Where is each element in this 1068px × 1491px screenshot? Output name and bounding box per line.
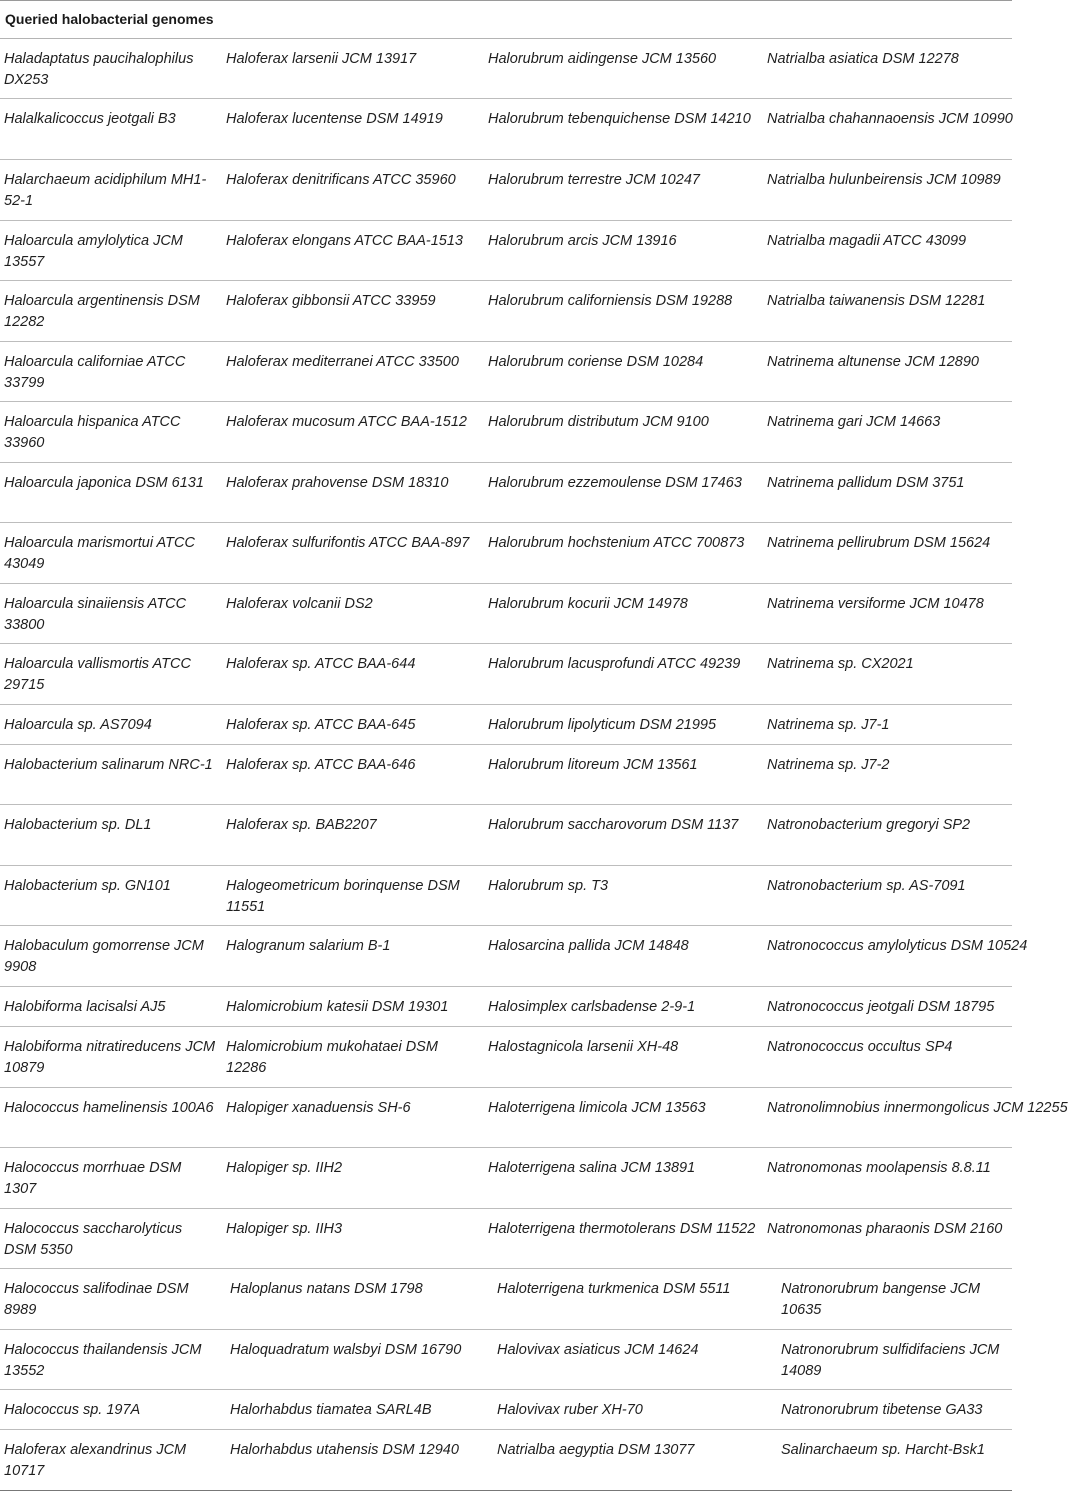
- table-cell: Haloarcula californiae ATCC 33799: [4, 354, 186, 391]
- table-cell: Haloquadratum walsbyi DSM 16790: [230, 1342, 462, 1358]
- table-cell: Halogranum salarium B-1: [226, 938, 391, 954]
- table-cell: Salinarchaeum sp. Harcht-Bsk1: [781, 1442, 985, 1458]
- table-cell: Halorubrum coriense DSM 10284: [488, 354, 704, 370]
- table-row: [0, 987, 1012, 1027]
- table-cell: Natronobacterium sp. AS-7091: [767, 878, 966, 894]
- table-cell: Natrialba chahannaoensis JCM 10990: [767, 111, 1013, 127]
- table-cell: Haloarcula amylolytica JCM 13557: [4, 233, 183, 270]
- table-row: [0, 281, 1012, 342]
- table-cell: Haloferax sp. BAB2207: [226, 817, 377, 833]
- table-cell: Natronorubrum sulfidifaciens JCM 14089: [781, 1342, 1000, 1379]
- table-row: [0, 39, 1012, 99]
- table-cell: Halococcus sp. 197A: [4, 1402, 141, 1418]
- table-cell: Halorubrum ezzemoulense DSM 17463: [488, 475, 742, 491]
- table-cell: Natronomonas moolapensis 8.8.11: [767, 1160, 991, 1176]
- table-row: [0, 926, 1028, 987]
- table-cell: Natrinema altunense JCM 12890: [767, 354, 979, 370]
- table-cell: Halorubrum californiensis DSM 19288: [488, 293, 733, 309]
- table-cell: Haloferax alexandrinus JCM 10717: [4, 1442, 187, 1479]
- table-cell: Halovivax asiaticus JCM 14624: [497, 1342, 699, 1358]
- table-cell: Halorubrum tebenquichense DSM 14210: [488, 111, 751, 127]
- table-cell: Halorubrum lacusprofundi ATCC 49239: [488, 656, 741, 672]
- table-cell: Halorubrum sp. T3: [488, 878, 609, 894]
- table-cell: Halorubrum saccharovorum DSM 1137: [488, 817, 739, 833]
- table-cell: Halobaculum gomorrense JCM 9908: [4, 938, 204, 975]
- table-cell: Halosarcina pallida JCM 14848: [488, 938, 689, 954]
- table-row: [0, 705, 1012, 745]
- table-row: [0, 1088, 1068, 1148]
- table-cell: Natrialba magadii ATCC 43099: [767, 233, 967, 249]
- table-cell: Haloferax sp. ATCC BAA-645: [226, 717, 416, 733]
- table-cell: Haloferax denitrificans ATCC 35960: [226, 172, 456, 188]
- table-row: [0, 644, 1012, 705]
- table-cell: Halomicrobium katesii DSM 19301: [226, 999, 449, 1015]
- table-cell: Halopiger xanaduensis SH-6: [226, 1100, 411, 1116]
- table-row: [0, 866, 1012, 926]
- table-top-rule: [0, 0, 1012, 1]
- table-row: [0, 160, 1012, 221]
- table-cell: Haloferax volcanii DS2: [226, 596, 373, 612]
- table-cell: Haloarcula sinaiiensis ATCC 33800: [4, 596, 187, 633]
- table-cell: Haloferax sp. ATCC BAA-644: [226, 656, 416, 672]
- table-cell: Natrialba aegyptia DSM 13077: [497, 1442, 695, 1458]
- table-cell: Haloferax gibbonsii ATCC 33959: [226, 293, 436, 309]
- table-cell: Natrinema sp. CX2021: [767, 656, 914, 672]
- table-cell: Halomicrobium mukohataei DSM 12286: [226, 1039, 438, 1076]
- table-cell: Halorubrum distributum JCM 9100: [488, 414, 709, 430]
- table-cell: Haloterrigena turkmenica DSM 5511: [497, 1281, 731, 1297]
- table-cell: Haloferax prahovense DSM 18310: [226, 475, 449, 491]
- table-cell: Halorubrum aidingense JCM 13560: [488, 51, 717, 67]
- table-cell: Haladaptatus paucihalophilus DX253: [4, 51, 194, 88]
- table-cell: Natrialba asiatica DSM 12278: [767, 51, 959, 67]
- table-row: [0, 1430, 1012, 1491]
- table-cell: Halorubrum terrestre JCM 10247: [488, 172, 700, 188]
- table-cell: Halorubrum lipolyticum DSM 21995: [488, 717, 717, 733]
- table-cell: Natronomonas pharaonis DSM 2160: [767, 1221, 1003, 1237]
- table-cell: Haloferax elongans ATCC BAA-1513: [226, 233, 463, 249]
- table-cell: Haloferax lucentense DSM 14919: [226, 111, 443, 127]
- table-cell: Halovivax ruber XH-70: [497, 1402, 643, 1418]
- table-cell: Natrialba taiwanensis DSM 12281: [767, 293, 986, 309]
- table-cell: Haloarcula sp. AS7094: [4, 717, 152, 733]
- table-row: [0, 99, 1012, 160]
- table-cell: Haloferax mediterranei ATCC 33500: [226, 354, 459, 370]
- table-cell: Natrinema pallidum DSM 3751: [767, 475, 965, 491]
- table-row: [0, 745, 1012, 805]
- table-cell: Halococcus morrhuae DSM 1307: [4, 1160, 182, 1197]
- table-cell: Haloarcula argentinensis DSM 12282: [4, 293, 200, 330]
- table-cell: Halostagnicola larsenii XH-48: [488, 1039, 679, 1055]
- table-row: [0, 1209, 1012, 1269]
- table-cell: Halopiger sp. IIH3: [226, 1221, 343, 1237]
- table-cell: Haloarcula hispanica ATCC 33960: [4, 414, 181, 451]
- table-row: [0, 584, 1012, 644]
- table-cell: Haloferax sulfurifontis ATCC BAA-897: [226, 535, 470, 551]
- table-cell: Halorubrum arcis JCM 13916: [488, 233, 677, 249]
- table-row: [0, 463, 1012, 523]
- table-cell: Halococcus thailandensis JCM 13552: [4, 1342, 202, 1379]
- table-row: [0, 1390, 1012, 1430]
- table-cell: Haloterrigena thermotolerans DSM 11522: [488, 1221, 756, 1237]
- table-cell: Halococcus saccharolyticus DSM 5350: [4, 1221, 183, 1258]
- table-cell: Natrinema gari JCM 14663: [767, 414, 941, 430]
- table-cell: Haloarcula vallismortis ATCC 29715: [4, 656, 191, 693]
- table-cell: Natrinema sp. J7-1: [767, 717, 890, 733]
- table-cell: Haloarcula japonica DSM 6131: [4, 475, 204, 491]
- table-row: [0, 1148, 1012, 1209]
- table-cell: Natronococcus jeotgali DSM 18795: [767, 999, 995, 1015]
- table-cell: Halobiforma lacisalsi AJ5: [4, 999, 166, 1015]
- table-cell: Halogeometricum borinquense DSM 11551: [226, 878, 460, 915]
- table-cell: Natrinema sp. J7-2: [767, 757, 890, 773]
- table-cell: Halococcus hamelinensis 100A6: [4, 1100, 214, 1116]
- table-cell: Halobacterium sp. DL1: [4, 817, 152, 833]
- table-cell: Halorhabdus utahensis DSM 12940: [230, 1442, 459, 1458]
- table-cell: Halarchaeum acidiphilum MH1-52-1: [4, 172, 207, 209]
- table-cell: Haloferax mucosum ATCC BAA-1512: [226, 414, 467, 430]
- table-cell: Natrinema pellirubrum DSM 15624: [767, 535, 991, 551]
- table-row: [0, 1330, 1012, 1390]
- table-row: [0, 221, 1012, 281]
- table-cell: Halobacterium salinarum NRC-1: [4, 757, 213, 773]
- table-cell: Halosimplex carlsbadense 2-9-1: [488, 999, 696, 1015]
- table-cell: Halorubrum kocurii JCM 14978: [488, 596, 688, 612]
- table-cell: Haloterrigena salina JCM 13891: [488, 1160, 696, 1176]
- table-row: [0, 1027, 1012, 1088]
- table-cell: Natronolimnobius innermongolicus JCM 12255: [767, 1100, 1068, 1116]
- table-cell: Haloferax sp. ATCC BAA-646: [226, 757, 416, 773]
- table-cell: Natronobacterium gregoryi SP2: [767, 817, 971, 833]
- table-row: [0, 1269, 1012, 1330]
- table-cell: Haloterrigena limicola JCM 13563: [488, 1100, 706, 1116]
- table-cell: Halorubrum litoreum JCM 13561: [488, 757, 698, 773]
- table-row: [0, 342, 1012, 402]
- table-cell: Natronorubrum tibetense GA33: [781, 1402, 983, 1418]
- table-cell: Halorhabdus tiamatea SARL4B: [230, 1402, 432, 1418]
- table-cell: Haloarcula marismortui ATCC 43049: [4, 535, 195, 572]
- table-cell: Natrialba hulunbeirensis JCM 10989: [767, 172, 1001, 188]
- table-title: Queried halobacterial genomes: [5, 11, 214, 27]
- table-row: [0, 805, 1012, 866]
- table-cell: Natronococcus occultus SP4: [767, 1039, 953, 1055]
- table-cell: Halalkalicoccus jeotgali B3: [4, 111, 176, 127]
- table-body: [0, 39, 1068, 1491]
- table-cell: Halococcus salifodinae DSM 8989: [4, 1281, 189, 1318]
- table-row: [0, 402, 1012, 463]
- table-cell: Halopiger sp. IIH2: [226, 1160, 343, 1176]
- table-cell: Natronorubrum bangense JCM 10635: [781, 1281, 981, 1318]
- table-cell: Halobacterium sp. GN101: [4, 878, 171, 894]
- table-cell: Natronococcus amylolyticus DSM 10524: [767, 938, 1028, 954]
- table-row: [0, 523, 1012, 584]
- table-cell: Haloferax larsenii JCM 13917: [226, 51, 417, 67]
- table-cell: Halorubrum hochstenium ATCC 700873: [488, 535, 745, 551]
- table-cell: Natrinema versiforme JCM 10478: [767, 596, 984, 612]
- table-cell: Haloplanus natans DSM 1798: [230, 1281, 423, 1297]
- table-cell: Halobiforma nitratireducens JCM 10879: [4, 1039, 216, 1076]
